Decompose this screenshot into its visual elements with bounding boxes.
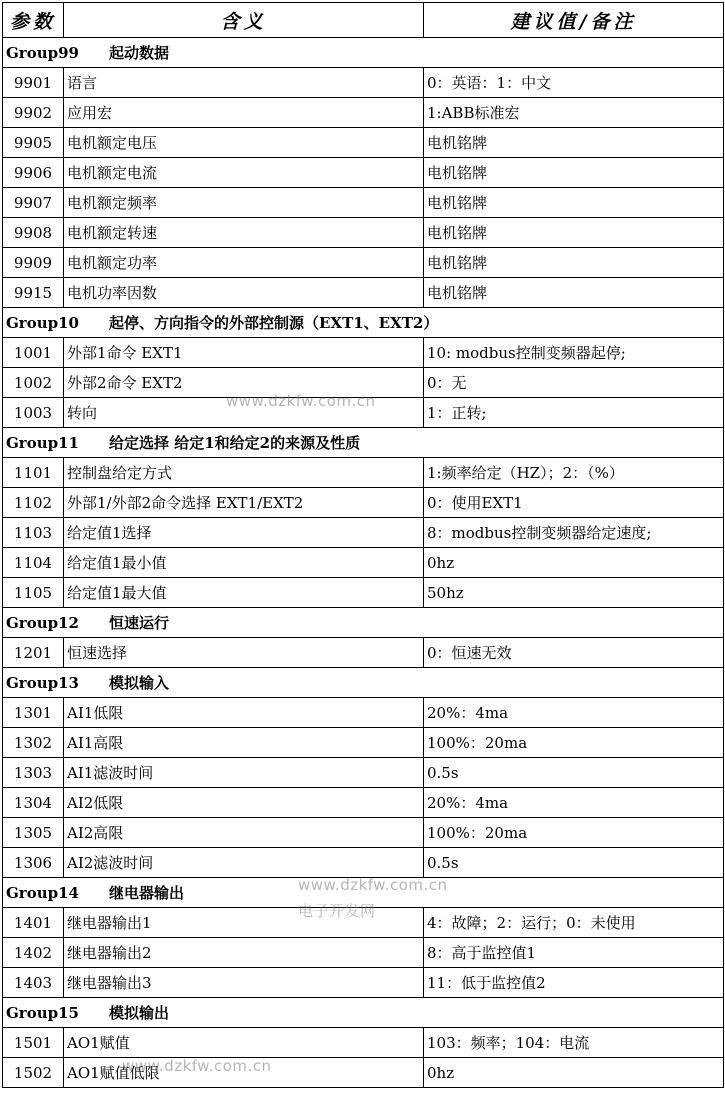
table-row xyxy=(3,1028,724,1058)
param-code: 1502 xyxy=(3,1058,64,1088)
table-row xyxy=(3,578,724,608)
group-row xyxy=(3,38,724,68)
group-cell xyxy=(3,668,724,698)
param-note: 0：无 xyxy=(424,368,724,398)
group-name: 给定选择 给定1和给定2的来源及性质 xyxy=(109,434,361,452)
param-meaning: AO1赋值低限 xyxy=(64,1058,424,1088)
param-code: 1304 xyxy=(3,788,64,818)
group-row xyxy=(3,668,724,698)
group-cell xyxy=(3,38,724,68)
param-meaning: 外部2命令 EXT2 xyxy=(64,368,424,398)
param-note: 0hz xyxy=(424,1058,724,1088)
table-body xyxy=(3,38,724,1088)
table-row xyxy=(3,728,724,758)
param-note: 8：高于监控值1 xyxy=(424,938,724,968)
param-code: 9909 xyxy=(3,248,64,278)
param-meaning: 继电器输出3 xyxy=(64,968,424,998)
group-cell xyxy=(3,428,724,458)
table-row xyxy=(3,218,724,248)
param-code: 9905 xyxy=(3,128,64,158)
param-note: 1:频率给定（HZ）；2：（%） xyxy=(424,458,724,488)
param-code: 1002 xyxy=(3,368,64,398)
param-note: 4：故障；2：运行；0：未使用 xyxy=(424,908,724,938)
group-row xyxy=(3,608,724,638)
param-code: 1103 xyxy=(3,518,64,548)
param-note: 8：modbus控制变频器给定速度; xyxy=(424,518,724,548)
table-row xyxy=(3,398,724,428)
param-code: 1403 xyxy=(3,968,64,998)
param-code: 1303 xyxy=(3,758,64,788)
param-note: 0.5s xyxy=(424,758,724,788)
param-meaning: 语言 xyxy=(64,68,424,98)
group-name: 模拟输入 xyxy=(109,674,170,692)
param-note: 100%：20ma xyxy=(424,728,724,758)
table-row xyxy=(3,638,724,668)
group-code: Group11 xyxy=(6,434,79,452)
param-note: 20%：4ma xyxy=(424,788,724,818)
param-meaning: AO1赋值 xyxy=(64,1028,424,1058)
param-code: 9902 xyxy=(3,98,64,128)
table-row xyxy=(3,128,724,158)
param-note: 103：频率；104：电流 xyxy=(424,1028,724,1058)
param-meaning: 给定值1最小值 xyxy=(64,548,424,578)
header-note: 建议值/备注 xyxy=(424,3,724,38)
watermark: www.dzkfw.com.cn xyxy=(226,392,376,410)
param-code: 1306 xyxy=(3,848,64,878)
group-code: Group14 xyxy=(6,884,79,902)
param-code: 1101 xyxy=(3,458,64,488)
param-meaning: 电机额定功率 xyxy=(64,248,424,278)
param-note: 电机铭牌 xyxy=(424,278,724,308)
table-row xyxy=(3,938,724,968)
table-row xyxy=(3,278,724,308)
table-row xyxy=(3,458,724,488)
param-note: 电机铭牌 xyxy=(424,188,724,218)
param-note: 20%：4ma xyxy=(424,698,724,728)
header-row xyxy=(3,3,724,38)
group-cell xyxy=(3,608,724,638)
group-code: Group10 xyxy=(6,314,79,332)
param-meaning: 转向 xyxy=(64,398,424,428)
param-note: 0：恒速无效 xyxy=(424,638,724,668)
group-name: 起动数据 xyxy=(109,44,170,62)
param-note: 电机铭牌 xyxy=(424,248,724,278)
watermark: www.dzkfw.com.cn xyxy=(298,876,448,894)
table-row xyxy=(3,248,724,278)
watermark: www.dzkfw.com.cn xyxy=(122,1057,272,1075)
param-code: 9908 xyxy=(3,218,64,248)
table-row xyxy=(3,818,724,848)
group-code: Group12 xyxy=(6,614,79,632)
group-name: 起停、方向指令的外部控制源（EXT1、EXT2） xyxy=(109,314,439,332)
param-note: 0：英语：1：中文 xyxy=(424,68,724,98)
group-code: Group99 xyxy=(6,44,79,62)
table-row xyxy=(3,1058,724,1088)
param-code: 1104 xyxy=(3,548,64,578)
param-note: 电机铭牌 xyxy=(424,128,724,158)
param-meaning: AI1高限 xyxy=(64,728,424,758)
table-row xyxy=(3,158,724,188)
param-code: 1305 xyxy=(3,818,64,848)
table-row xyxy=(3,968,724,998)
group-code: Group15 xyxy=(6,1004,79,1022)
param-code: 9907 xyxy=(3,188,64,218)
table-row xyxy=(3,548,724,578)
group-cell xyxy=(3,998,724,1028)
param-code: 1003 xyxy=(3,398,64,428)
param-meaning: 电机额定电压 xyxy=(64,128,424,158)
param-meaning: 电机额定电流 xyxy=(64,158,424,188)
param-code: 1301 xyxy=(3,698,64,728)
group-code: Group13 xyxy=(6,674,79,692)
param-meaning: 继电器输出2 xyxy=(64,938,424,968)
param-code: 1102 xyxy=(3,488,64,518)
group-name: 模拟输出 xyxy=(109,1004,170,1022)
param-meaning: 外部1命令 EXT1 xyxy=(64,338,424,368)
param-meaning: 应用宏 xyxy=(64,98,424,128)
param-meaning: 给定值1最大值 xyxy=(64,578,424,608)
param-code: 1001 xyxy=(3,338,64,368)
param-meaning: 电机额定转速 xyxy=(64,218,424,248)
group-name: 恒速运行 xyxy=(109,614,170,632)
param-code: 1201 xyxy=(3,638,64,668)
param-code: 1105 xyxy=(3,578,64,608)
table-row xyxy=(3,758,724,788)
table-row xyxy=(3,518,724,548)
param-note: 1：正转; xyxy=(424,398,724,428)
param-note: 0hz xyxy=(424,548,724,578)
param-meaning: 电机额定频率 xyxy=(64,188,424,218)
param-note: 10: modbus控制变频器起停; xyxy=(424,338,724,368)
group-cell xyxy=(3,308,724,338)
param-code: 9901 xyxy=(3,68,64,98)
header-param: 参数 xyxy=(3,3,64,38)
param-note: 50hz xyxy=(424,578,724,608)
param-code: 9915 xyxy=(3,278,64,308)
param-code: 9906 xyxy=(3,158,64,188)
parameter-table xyxy=(2,2,724,1088)
param-note: 电机铭牌 xyxy=(424,218,724,248)
param-meaning: 继电器输出1 xyxy=(64,908,424,938)
param-note: 11：低于监控值2 xyxy=(424,968,724,998)
group-row xyxy=(3,878,724,908)
table-row xyxy=(3,338,724,368)
param-meaning: 给定值1选择 xyxy=(64,518,424,548)
param-meaning: AI2滤波时间 xyxy=(64,848,424,878)
param-note: 100%：20ma xyxy=(424,818,724,848)
param-meaning: 控制盘给定方式 xyxy=(64,458,424,488)
table-row xyxy=(3,68,724,98)
param-code: 1302 xyxy=(3,728,64,758)
group-cell xyxy=(3,878,724,908)
param-note: 1:ABB标准宏 xyxy=(424,98,724,128)
group-row xyxy=(3,428,724,458)
param-note: 0.5s xyxy=(424,848,724,878)
table-row xyxy=(3,698,724,728)
param-meaning: 电机功率因数 xyxy=(64,278,424,308)
watermark: 电子开发网 xyxy=(298,902,376,920)
param-meaning: AI1低限 xyxy=(64,698,424,728)
param-code: 1501 xyxy=(3,1028,64,1058)
param-meaning: 外部1/外部2命令选择 EXT1/EXT2 xyxy=(64,488,424,518)
table-row xyxy=(3,848,724,878)
table-row xyxy=(3,98,724,128)
table-row xyxy=(3,488,724,518)
param-meaning: 恒速选择 xyxy=(64,638,424,668)
param-note: 电机铭牌 xyxy=(424,158,724,188)
table-row xyxy=(3,788,724,818)
table-row xyxy=(3,368,724,398)
group-row xyxy=(3,998,724,1028)
header-meaning: 含义 xyxy=(64,3,424,38)
param-meaning: AI1滤波时间 xyxy=(64,758,424,788)
group-name: 继电器输出 xyxy=(109,884,185,902)
table-row xyxy=(3,188,724,218)
param-meaning: AI2高限 xyxy=(64,818,424,848)
param-meaning: AI2低限 xyxy=(64,788,424,818)
table-row xyxy=(3,908,724,938)
param-note: 0：使用EXT1 xyxy=(424,488,724,518)
group-row xyxy=(3,308,724,338)
param-code: 1402 xyxy=(3,938,64,968)
param-code: 1401 xyxy=(3,908,64,938)
